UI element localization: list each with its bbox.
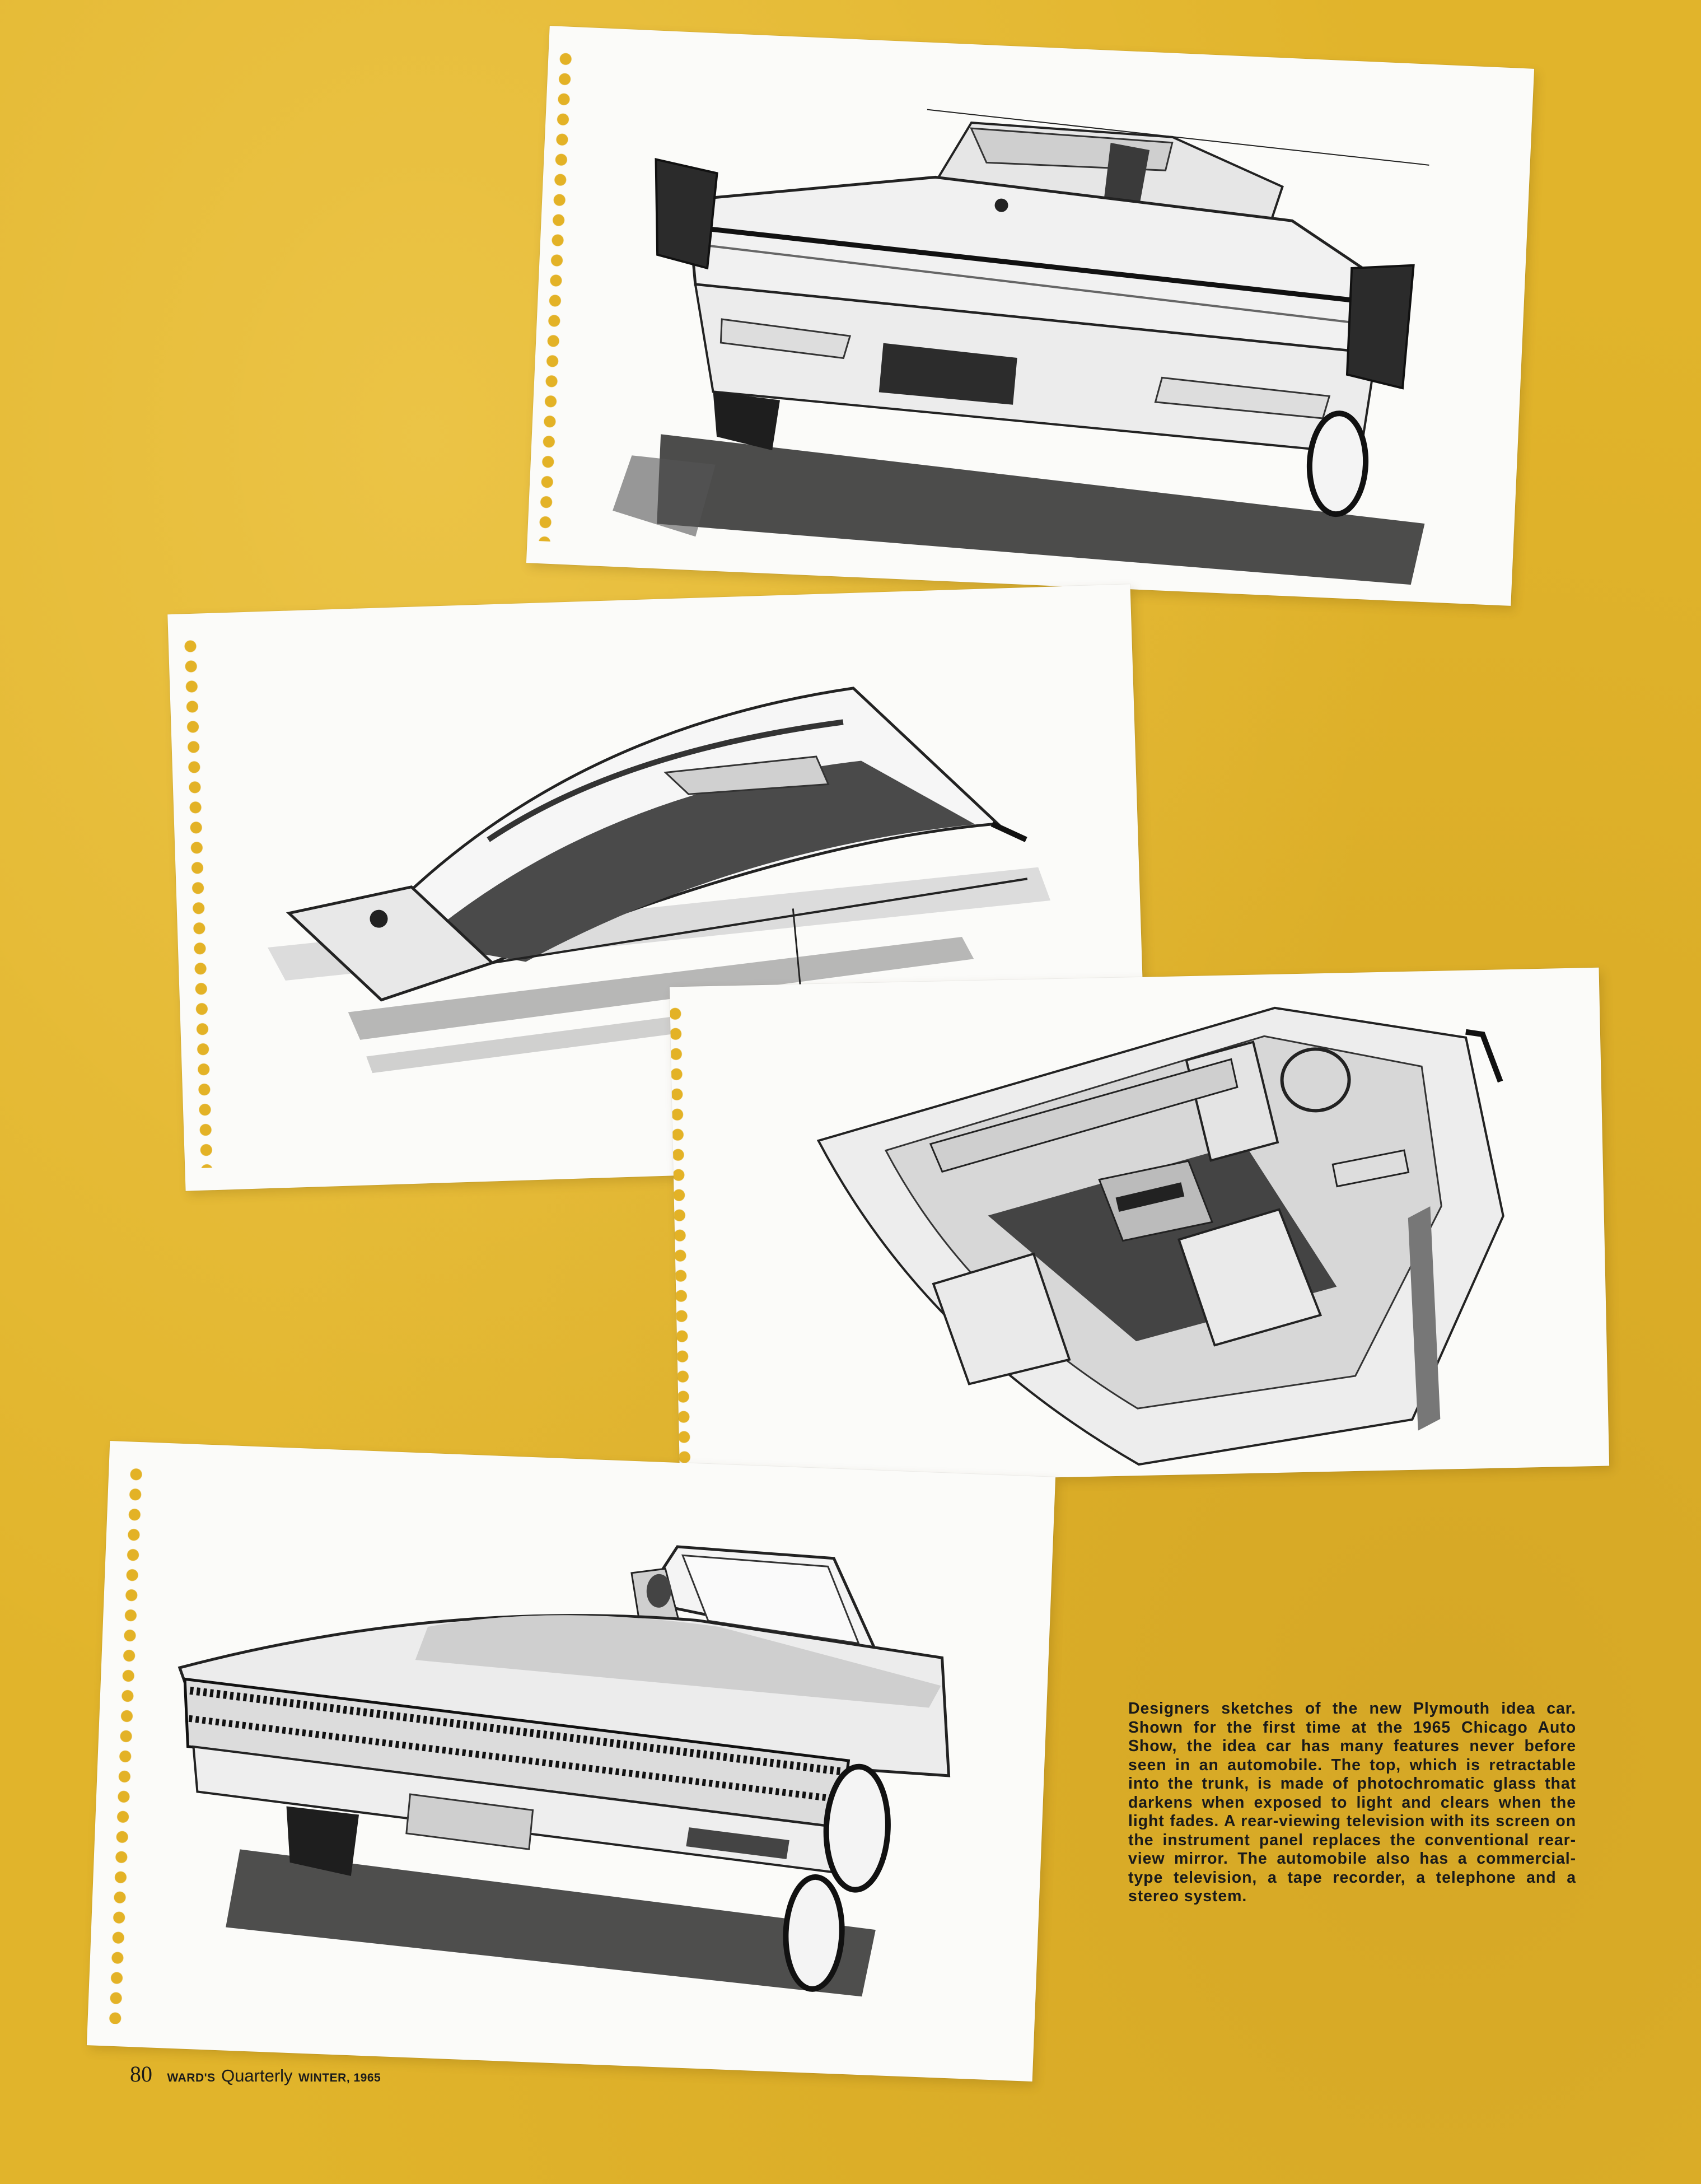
rear-deck-sketch — [87, 1441, 1055, 2082]
interior-sketch — [670, 968, 1609, 1486]
rear-view-car-sketch — [526, 26, 1534, 606]
caption-text: Designers sketches of the new Plymouth idea car. Shown for the first time at the 1965 Chicago Auto Show, the idea car has many features never before seen in an automobile. The top, which is retractable into the trunk, is made of photochromatic glass that darkens when exposed to light and clears when the light fades. A rear-viewing television with its screen on the instrument panel replaces the conventional rear-view mirror. The automobile also has a commercial-type television, a tape recorder, a telephone and a stereo system. — [1128, 1700, 1576, 1905]
page-folio — [130, 2061, 522, 2087]
page-number: 80 — [130, 2061, 152, 2087]
issue-date: WINTER, 1965 — [298, 2071, 381, 2084]
sketch-sheet-rear-deck — [87, 1441, 1055, 2082]
sketch-sheet-rear-view — [526, 26, 1534, 606]
publication-prefix: WARD'S — [167, 2071, 216, 2084]
sketch-sheet-interior — [670, 968, 1609, 1486]
publication-name: Quarterly — [221, 2066, 293, 2085]
